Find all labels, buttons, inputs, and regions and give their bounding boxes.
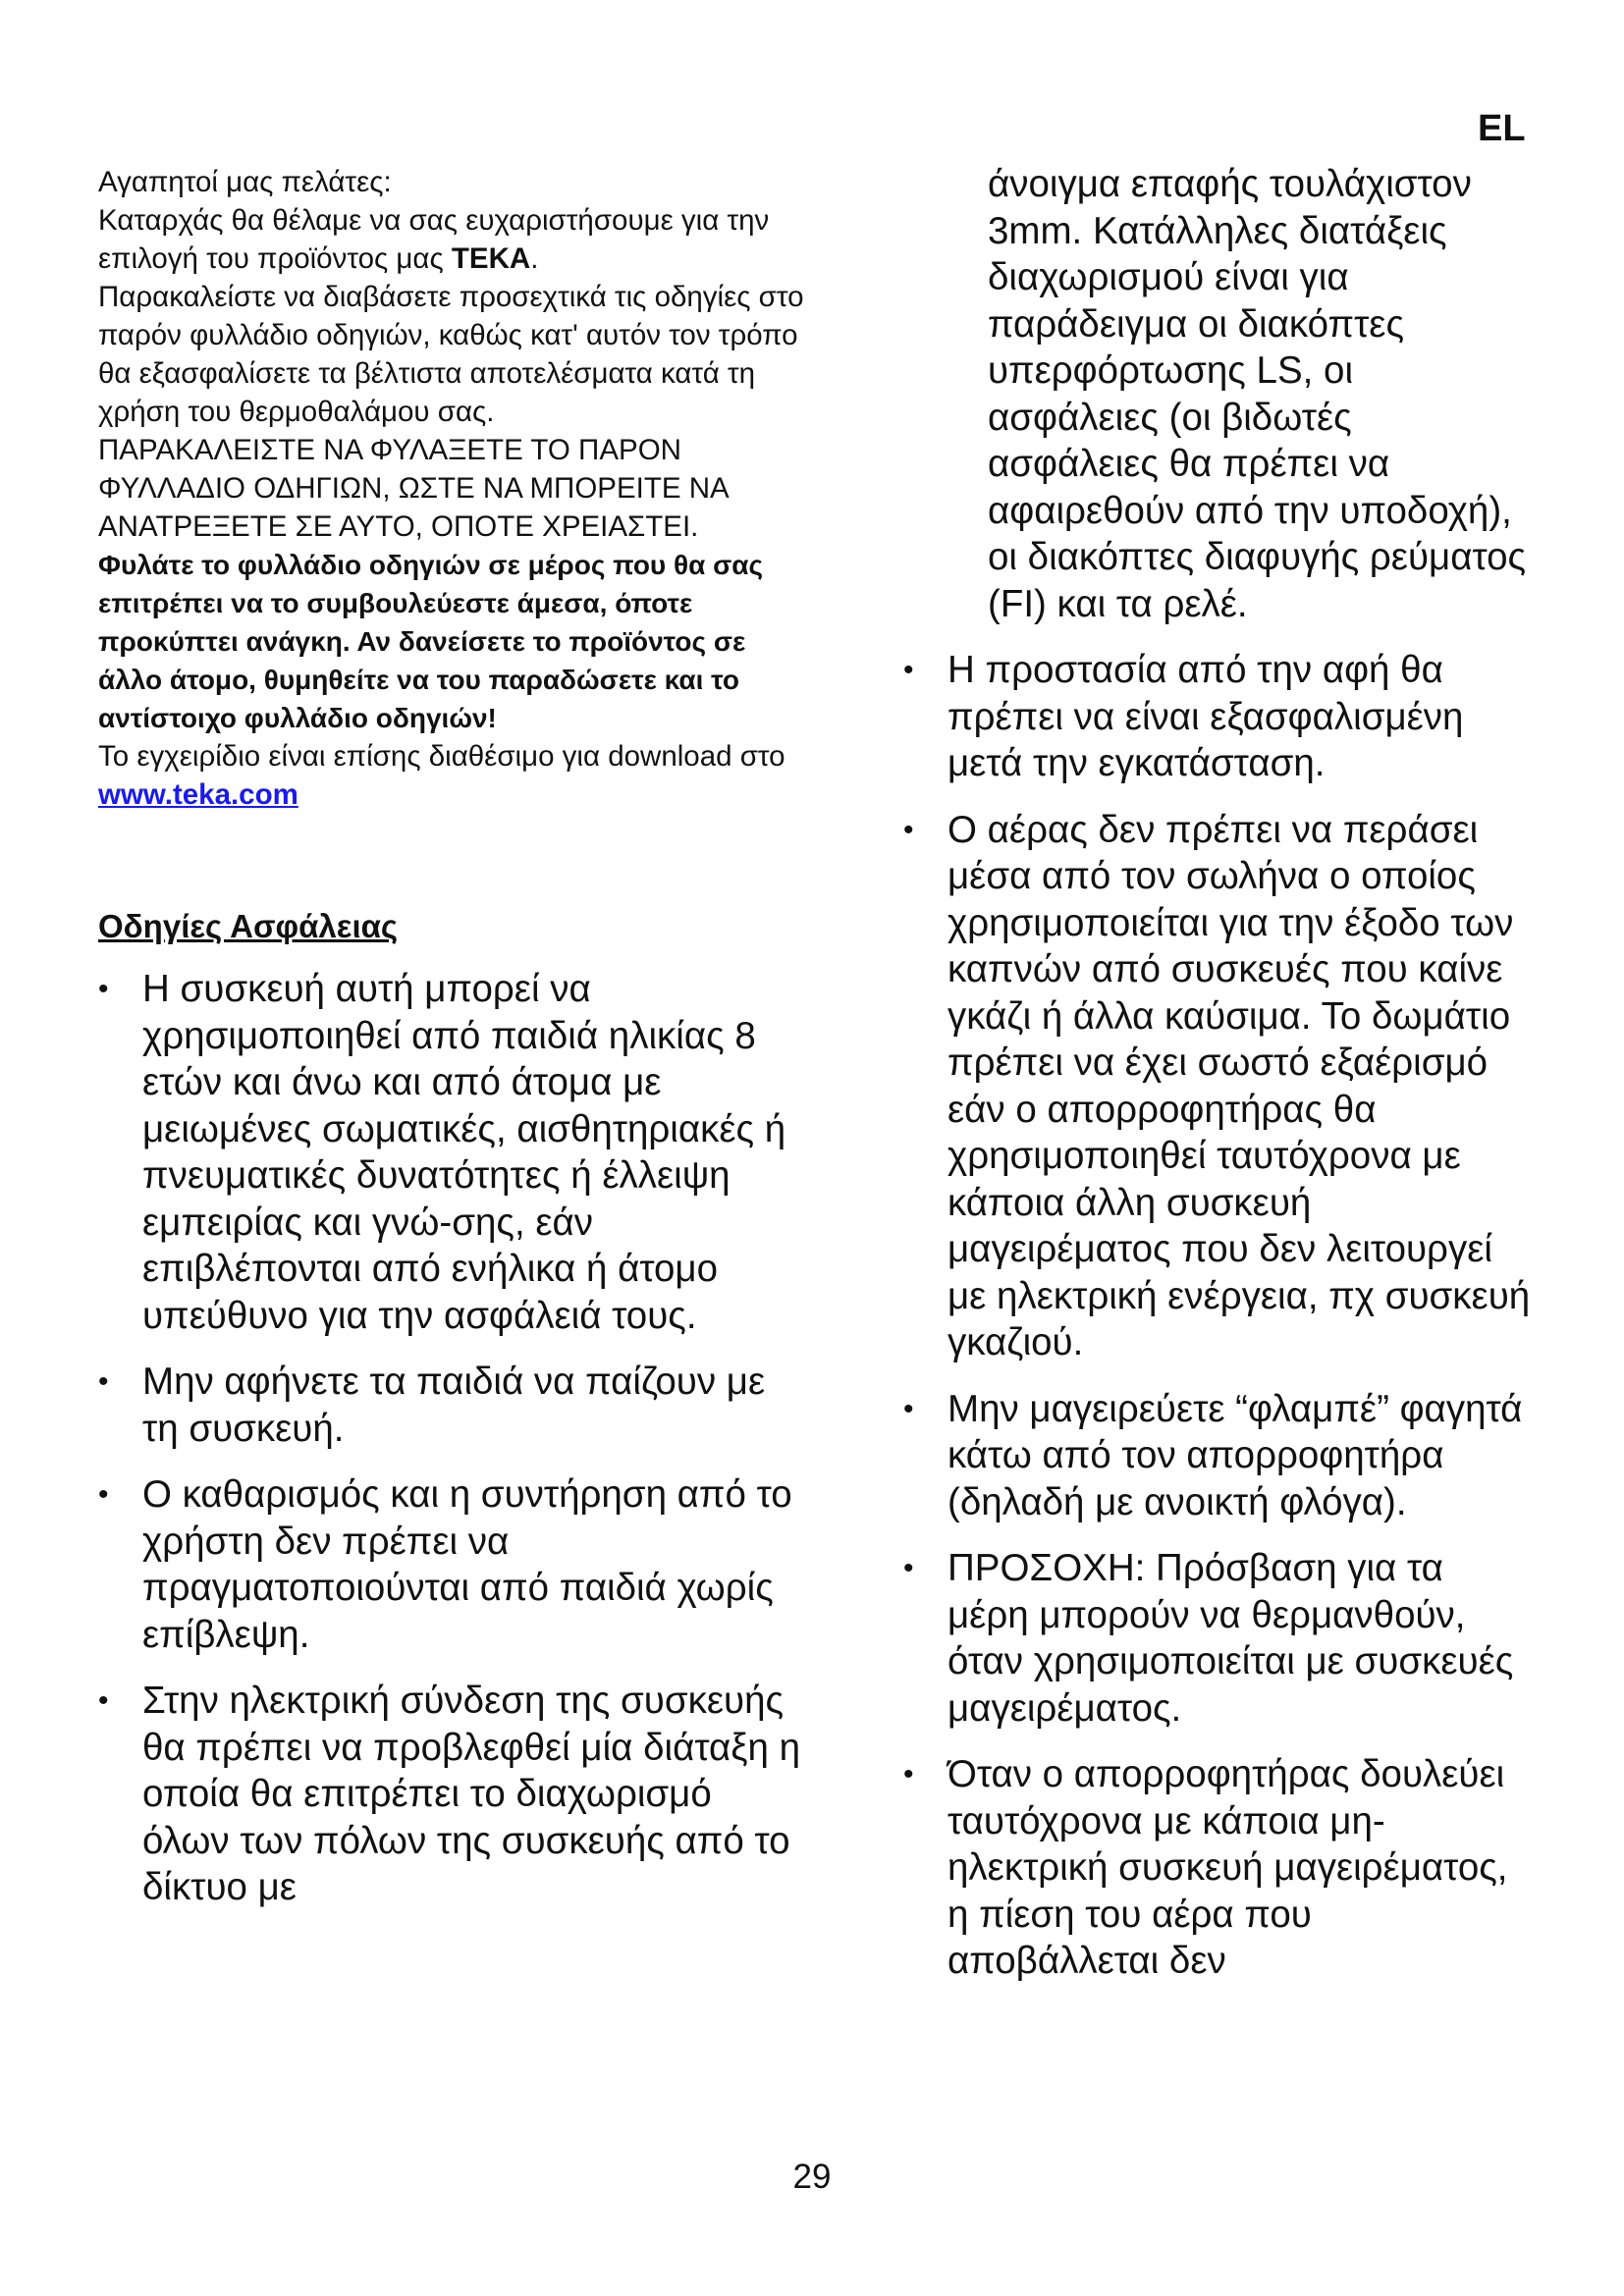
list-item	[903, 647, 1532, 787]
bullet-icon: •	[903, 1392, 914, 1425]
list-item	[98, 1359, 805, 1452]
list-item-text: Ο καθαρισμός και η συντήρηση από το χρήστη δεν πρέπει να πραγματοποιούνται από παιδιά χωρίς επίβλεψη.	[142, 1473, 792, 1656]
keep-manual-bold-notice: Φυλάτε το φυλλάδιο οδηγιών σε μέρος που θα σας επιτρέπει να το συμβουλεύεστε άμεσα, όποτε προκύπτει ανάγκη. Αν δανείσετε το προϊόντος σε άλλο άτομο, θυμηθείτε να του παραδώσετε και το αντίστοιχο φυλλάδιο οδηγιών!	[98, 550, 764, 733]
download-text: Το εγχειρίδιο είναι επίσης διαθέσιμο για download στο	[98, 740, 785, 773]
safety-list-right	[903, 647, 1532, 1985]
intro-section	[98, 163, 805, 814]
right-column	[903, 161, 1532, 2004]
list-item	[98, 966, 805, 1339]
list-item-text: Ο αέρας δεν πρέπει να περάσει μέσα από τον σωλήνα ο οποίος χρησιμοποιείται για την έξοδο των καπνών από συσκευές που καίνε γκάζι ή άλλα καύσιμα. Το δωμάτιο πρέπει να έχει σωστό εξαέρισμό εάν ο απορροφητήρας θα χρησιμοποιηθεί ταυτόχρονα με κάποια άλλη συσκευή μαγειρέματος που δεν λειτουργεί με ηλεκτρική ενέργεια, πχ συσκευή γκαζιού.	[947, 808, 1531, 1363]
list-item-text: Μην μαγειρεύετε “φλαμπέ” φαγητά κάτω από τον απορροφητήρα (δηλαδή με ανοικτή φλόγα).	[947, 1387, 1523, 1523]
bullet-icon: •	[903, 654, 914, 686]
bullet-icon: •	[98, 1365, 109, 1398]
list-item-text: ΠΡΟΣΟΧΗ: Πρόσβαση για τα μέρη μπορούν να θερμανθούν, όταν χρησιμοποιείται με συσκευές μαγειρέματος.	[947, 1547, 1514, 1730]
list-item	[98, 1678, 805, 1911]
bullet-icon: •	[903, 1758, 914, 1790]
bullet-icon: •	[98, 1478, 109, 1511]
list-item	[903, 807, 1532, 1366]
page-number: 29	[792, 2158, 832, 2196]
keep-manual-caps-paragraph: ΠΑΡΑΚΑΛΕΙΣΤΕ ΝΑ ΦΥΛΑΞΕΤΕ ΤΟ ΠΑΡΟΝ ΦΥΛΛΑΔΙΟ ΟΔΗΓΙΩΝ, ΩΣΤΕ ΝΑ ΜΠΟΡΕΙΤΕ ΝΑ ΑΝΑΤΡΕΞΕΤΕ ΣΕ ΑΥΤΟ, ΟΠΟΤΕ ΧΡΕΙΑΣΤΕΙ.	[98, 434, 729, 543]
thanks-paragraph	[98, 201, 805, 278]
bullet-icon: •	[903, 813, 914, 846]
thanks-end: .	[530, 242, 539, 275]
teka-website-link[interactable]: www.teka.com	[98, 778, 298, 811]
brand-name: TEKA	[451, 242, 531, 275]
safety-section-title: Οδηγίες Ασφάλειας	[98, 908, 399, 944]
list-item-text: Μην αφήνετε τα παιδιά να παίζουν με τη συσκευή.	[142, 1361, 766, 1450]
list-item-text: Η προστασία από την αφή θα πρέπει να είναι εξασφαλισμένη μετά την εγκατάσταση.	[947, 649, 1464, 784]
list-item	[903, 1386, 1532, 1526]
left-column	[98, 163, 805, 1931]
list-item-text: Στην ηλεκτρική σύνδεση της συσκευής θα πρέπει να προβλεφθεί μία διάταξη η οποία θα επιτρέπει το διαχωρισμό όλων των πόλων της συσκευής από το δίκτυο με	[142, 1680, 801, 1908]
list-item-text: Όταν ο απορροφητήρας δουλεύει ταυτόχρονα με κάποια μη-ηλεκτρική συσκευή μαγειρέματος, η πίεση του αέρα που αποβάλλεται δεν	[947, 1753, 1508, 1982]
list-item	[903, 1751, 1532, 1985]
continued-list-item-text: άνοιγμα επαφής τουλάχιστον 3mm. Κατάλληλες διατάξεις διαχωρισμού είναι για παράδειγμα οι διακόπτες υπερφόρτωσης LS, οι ασφάλειες (οι βιδωτές ασφάλειες θα πρέπει να αφαιρεθούν από την υποδοχή), οι διακόπτες διαφυγής ρεύματος (FI) και τα ρελέ.	[988, 163, 1527, 625]
list-item	[903, 1545, 1532, 1732]
language-tag: EL	[1478, 108, 1526, 149]
thanks-text: Καταρχάς θα θέλαμε να σας ευχαριστήσουμε για την επιλογή του προϊόντος μας	[98, 204, 770, 275]
bullet-icon: •	[98, 973, 109, 1005]
bullet-icon: •	[98, 1684, 109, 1717]
read-instructions-paragraph: Παρακαλείστε να διαβάσετε προσεχτικά τις οδηγίες στο παρόν φυλλάδιο οδηγιών, καθώς κατ' αυτόν τον τρόπο θα εξασφαλίσετε τα βέλτιστα αποτελέσματα κατά τη χρήση του θερμοθαλάμου σας.	[98, 281, 804, 428]
bullet-icon: •	[903, 1552, 914, 1584]
greeting: Αγαπητοί μας πελάτες:	[98, 166, 392, 198]
download-paragraph	[98, 737, 805, 814]
list-item-text: Η συσκευή αυτή μπορεί να χρησιμοποιηθεί από παιδιά ηλικίας 8 ετών και άνω και από άτομα με μειωμένες σωματικές, αισθητηριακές ή πνευματικές δυνατότητες ή έλλειψη εμπειρίας και γνώ-σης, εάν επιβλέπονται από ενήλικα ή άτομο υπεύθυνο για την ασφάλειά τους.	[142, 968, 786, 1337]
list-item	[98, 1471, 805, 1658]
safety-list-left	[98, 966, 805, 1911]
